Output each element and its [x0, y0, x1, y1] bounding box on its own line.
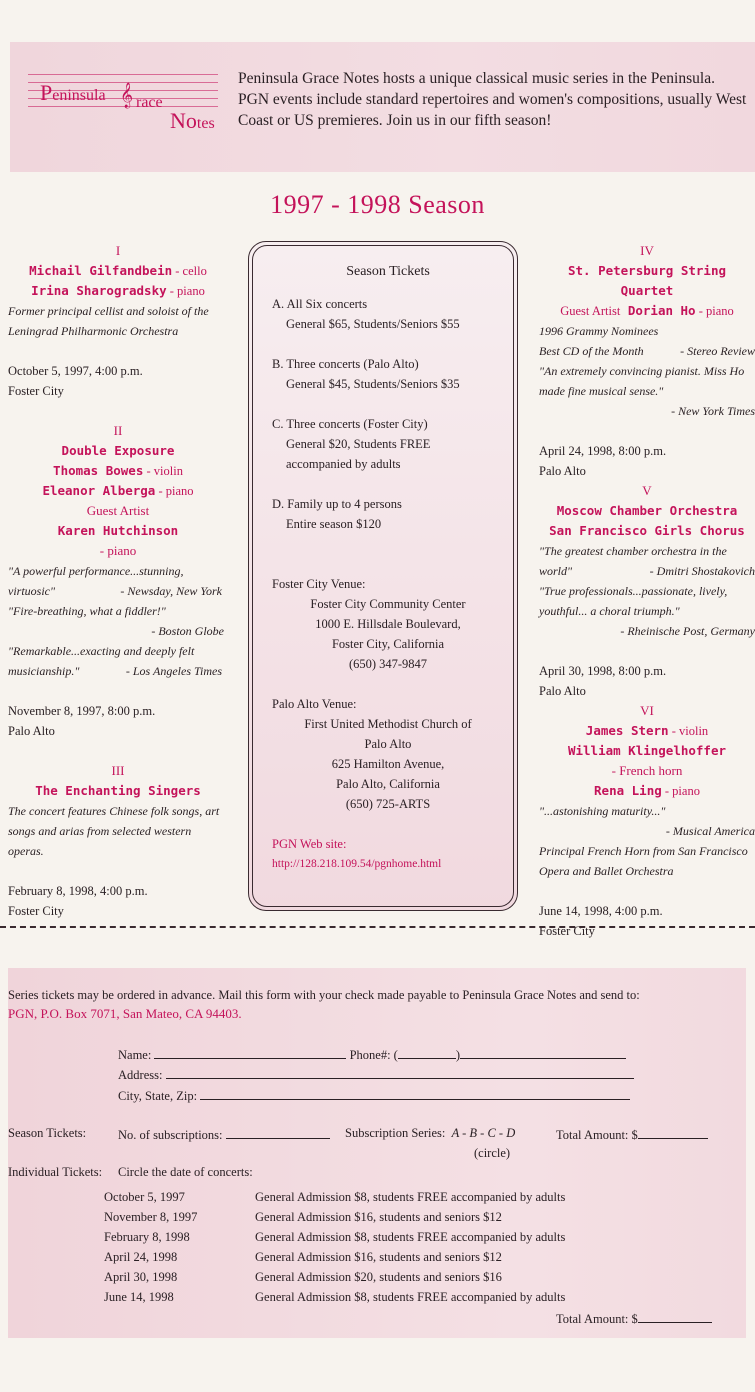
concert-place: Palo Alto [539, 464, 586, 478]
concert-place: Palo Alto [8, 724, 55, 738]
concert-date: April 30, 1998, 8:00 p.m. [539, 664, 667, 678]
address-row: Address: [118, 1066, 634, 1083]
quote: "...astonishing maturity..." [539, 804, 666, 818]
left-concerts: I Michail Gilfandbein - cello Irina Sharogradsky - piano Former principal cellist and soloist of the Leningrad Philharmonic Orchestra October 5, 1997, 4:00 p.m. Foster City II Double Exposure Thomas Bowes - violin Eleanor Alberga - piano Guest Artist Karen Hutchinson - piano "A powerful performance...stunning, virtuosic" - Newsday, New York "Fire-breathing, what a fiddler!" - Boston Globe "Remarkable...exacting and deeply felt musicianship." - Los Angeles Times November 8, 1997, 8:00 p.m. Palo Alto III The Enchanting Singers The concert features Chinese folk songs, art songs and arias from selected western operas. February 8, 1998, 4:00 p.m. Foster City [8, 241, 228, 921]
ticket-option: A. All Six concerts [272, 297, 368, 311]
concert-place: Foster City [8, 904, 64, 918]
date-option[interactable]: April 30, 1998 [104, 1270, 178, 1284]
right-concerts: IV St. Petersburg String Quartet Guest Artist Dorian Ho - piano 1996 Grammy Nominees Best CD of the Month - Stereo Review "An extremely convincing pianist. Miss Ho made fine musical sense." - New York Times April 24, 1998, 8:00 p.m. Palo Alto V Moscow Chamber Orchestra San Francisco Girls Chorus "The greatest chamber orchestra in the world" - Dmitri Shostakovich "True professionals...passionate, lively, youthful... a choral triumph." - Rheinische Post, Germany April 30, 1998, 8:00 p.m. Palo Alto VI James Stern - violin William Klingelhoffer - French horn Rena Ling - piano "...astonishing maturity..." - Musical America Principal French Horn from San Francisco Opera and Ballet Orchestra June 14, 1998, 4:00 p.m. Foster City [539, 241, 755, 941]
form-instructions: Series tickets may be ordered in advance. Mail this form with your check made payable to Peninsula Grace Notes and send to: [8, 988, 640, 1002]
concert-place: Foster City [8, 384, 64, 398]
quote: "True professionals...passionate, lively, youthful... a choral triumph." [539, 584, 728, 618]
concert-number: II [113, 423, 123, 438]
web-label: PGN Web site: [272, 837, 347, 851]
ticket-option: D. Family up to 4 persons [272, 497, 402, 511]
area-code-field[interactable] [398, 1046, 456, 1059]
ticket-option: B. Three concerts (Palo Alto) [272, 357, 419, 371]
circle-dates-note: Circle the date of concerts: [118, 1165, 253, 1179]
total-row: Total Amount: $ [556, 1126, 708, 1143]
group-name: The Enchanting Singers [35, 783, 201, 798]
total-amount-individual-field[interactable] [638, 1310, 712, 1323]
group-name: Double Exposure [61, 443, 175, 458]
subscriptions-row: No. of subscriptions: [118, 1126, 330, 1143]
artist: Karen Hutchinson [57, 523, 179, 538]
date-price: General Admission $16, students and seniors $12 [255, 1210, 502, 1224]
quote: "Fire-breathing, what a fiddler!" [8, 604, 166, 618]
concert-number: I [115, 243, 121, 258]
name-row: Name: Phone#: ( ) [118, 1046, 626, 1063]
group-name: San Francisco Girls Chorus [549, 523, 745, 538]
artist: William Klingelhoffer [567, 743, 727, 758]
concert-date: April 24, 1998, 8:00 p.m. [539, 444, 667, 458]
concert-number: III [111, 763, 125, 778]
season-tickets-label: Season Tickets: [8, 1126, 87, 1140]
date-option[interactable]: June 14, 1998 [104, 1290, 174, 1304]
artist: James Stern - violin [585, 723, 709, 738]
web-link[interactable]: http://128.218.109.54/pgnhome.html [272, 858, 442, 870]
date-option[interactable]: April 24, 1998 [104, 1250, 178, 1264]
season-title: 1997 - 1998 Season [270, 190, 485, 219]
artist: Rena Ling - piano [594, 783, 700, 798]
group-name: St. Petersburg String Quartet [567, 263, 727, 298]
venue-label: Palo Alto Venue: [272, 697, 357, 711]
quote: "Remarkable...exacting and deeply felt [8, 644, 195, 658]
pgn-logo: Peninsula 𝄞 race Notes [28, 72, 228, 142]
phone-field[interactable] [460, 1046, 626, 1059]
concert-number: VI [640, 703, 654, 718]
g-clef-icon: 𝄞 [120, 82, 134, 107]
date-option[interactable]: November 8, 1997 [104, 1210, 198, 1224]
concert-date: June 14, 1998, 4:00 p.m. [539, 904, 663, 918]
venue-label: Foster City Venue: [272, 577, 366, 591]
ticket-option: C. Three concerts (Foster City) [272, 417, 428, 431]
city-row: City, State, Zip: [118, 1087, 630, 1104]
tear-off-line [0, 926, 755, 928]
concert-note: Principal French Horn from San Francisco Opera and Ballet Orchestra [539, 844, 748, 878]
date-price: General Admission $16, students and seniors $12 [255, 1250, 502, 1264]
artist: Eleanor Alberga - piano [42, 483, 194, 498]
group-name: Moscow Chamber Orchestra [556, 503, 738, 518]
concert-date: February 8, 1998, 4:00 p.m. [8, 884, 148, 898]
city-state-zip-field[interactable] [200, 1087, 630, 1100]
concert-number: IV [640, 243, 654, 258]
total-amount-field[interactable] [638, 1126, 708, 1139]
quote: "The greatest chamber orchestra in the [539, 544, 727, 558]
quote: "An extremely convincing pianist. Miss Ho made fine musical sense." [539, 364, 745, 398]
artist: Michail Gilfandbein - cello [29, 263, 207, 278]
date-price: General Admission $8, students FREE accompanied by adults [255, 1190, 566, 1204]
tickets-heading: Season Tickets [346, 264, 430, 279]
artist: Guest Artist Dorian Ho - piano [560, 303, 734, 318]
quote: "A powerful performance...stunning, [8, 564, 184, 578]
date-price: General Admission $8, students FREE accompanied by adults [255, 1290, 566, 1304]
intro-text: Peninsula Grace Notes hosts a unique classical music series in the Peninsula. PGN events include standard repertoires and women's compositions, usually West Coast or US premieres. Join us in our fifth season! [238, 70, 747, 129]
concert-note: The concert features Chinese folk songs, art songs and arias from selected western operas. [8, 804, 220, 858]
individual-tickets-label: Individual Tickets: [8, 1165, 103, 1179]
artist-role: - piano [99, 543, 137, 558]
address-field[interactable] [166, 1066, 634, 1079]
concert-place: Palo Alto [539, 684, 586, 698]
circle-note: (circle) [474, 1146, 511, 1160]
total-row-individual: Total Amount: $ [556, 1310, 712, 1327]
series-options[interactable]: A - B - C - D [451, 1126, 516, 1140]
artist-role: - French horn [611, 763, 683, 778]
guest-label: Guest Artist [86, 503, 150, 518]
series-row: Subscription Series: A - B - C - D [345, 1126, 516, 1140]
date-price: General Admission $20, students and seniors $16 [255, 1270, 502, 1284]
concert-number: V [642, 483, 652, 498]
concert-date: November 8, 1997, 8:00 p.m. [8, 704, 156, 718]
artist: Thomas Bowes - violin [53, 463, 183, 478]
concert-date: October 5, 1997, 4:00 p.m. [8, 364, 143, 378]
mailing-address: PGN, P.O. Box 7071, San Mateo, CA 94403. [8, 1006, 242, 1021]
date-option[interactable]: October 5, 1997 [104, 1190, 185, 1204]
concert-note: Former principal cellist and soloist of the Leningrad Philharmonic Orchestra [8, 304, 209, 338]
date-option[interactable]: February 8, 1998 [104, 1230, 190, 1244]
date-price: General Admission $8, students FREE accompanied by adults [255, 1230, 566, 1244]
season-tickets-content: Season Tickets A. All Six concerts General $65, Students/Seniors $55 B. Three concerts (Palo Alto) General $45, Students/Seniors $35 C. Three concerts (Foster City) General $20, Students FREE accompanied by adults D. Family up to 4 persons Entire season $120 Foster City Venue: Foster City Community Center 1000 E. Hillsdale Boulevard, Foster City, California (650) 347-9847 Palo Alto Venue: First United Methodist Church of Palo Alto 625 Hamilton Avenue, Palo Alto, California (650) 725-ARTS PGN Web site: http://128.218.109.54/pgnhome.html [272, 262, 504, 874]
artist: Irina Sharogradsky - piano [31, 283, 205, 298]
subscriptions-field[interactable] [226, 1126, 330, 1139]
concert-place: Foster City [539, 924, 595, 938]
name-field[interactable] [154, 1046, 346, 1059]
